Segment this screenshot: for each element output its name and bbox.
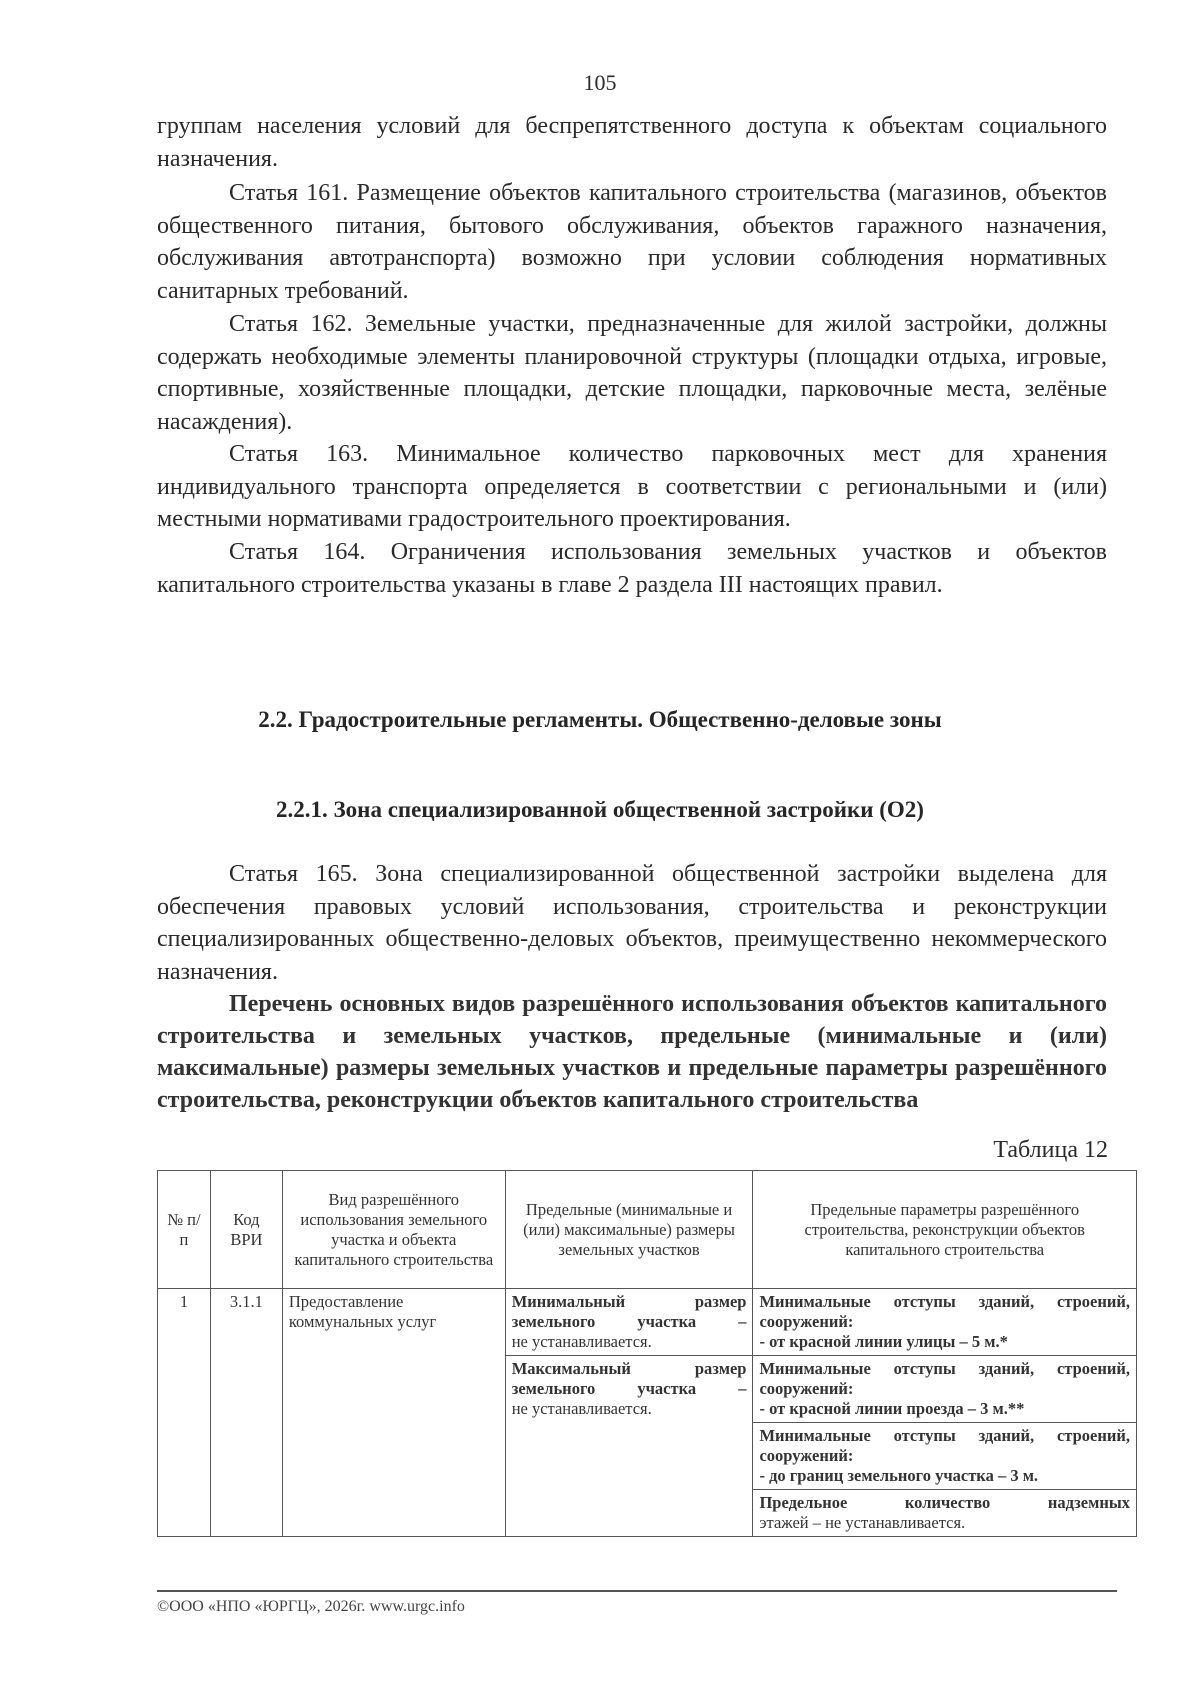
size-max-value: не устанавливается.	[511, 1399, 652, 1418]
header-params: Предельные параметры разрешённого строительства, реконструкции объектов капитального строительства	[753, 1171, 1137, 1289]
table-caption: Таблица 12	[993, 1137, 1108, 1163]
row-kind: Предоставление коммунальных услуг	[282, 1289, 505, 1537]
param4-cell	[753, 1490, 1137, 1537]
row-num: 1	[158, 1289, 211, 1537]
param3-value: - до границ земельного участка – 3 м.	[759, 1466, 1039, 1485]
size-min-value: не устанавливается.	[511, 1332, 652, 1351]
header-kind: Вид разрешённого использования земельного участка и объекта капитального строительства	[282, 1171, 505, 1289]
header-num: № п/п	[158, 1171, 211, 1289]
article-164: Статья 164. Ограничения использования земельных участков и объектов капитального строительства указаны в главе 2 раздела III настоящих правил.	[157, 539, 1107, 598]
regulations-table	[157, 1170, 1137, 1537]
param1-title: Минимальные отступы зданий, строений, сооружений:	[759, 1292, 1130, 1331]
param1-cell	[753, 1289, 1137, 1356]
header-sizes: Предельные (минимальные и (или) максимальные) размеры земельных участков	[505, 1171, 753, 1289]
param2-cell	[753, 1356, 1137, 1423]
article-165: Статья 165. Зона специализированной общественной застройки выделена для обеспечения правовых условий использования, строительства и реконструкции специализированных общественно-деловых объектов, преимущественно некоммерческого назначения.	[157, 861, 1107, 985]
param4-value: этажей – не устанавливается.	[759, 1513, 966, 1532]
size-min-cell	[505, 1289, 753, 1356]
param3-title: Минимальные отступы зданий, строений, сооружений:	[759, 1426, 1130, 1465]
param4-title: Предельное количество надземных	[759, 1493, 1130, 1512]
header-code: Код ВРИ	[210, 1171, 282, 1289]
table-row	[158, 1289, 1137, 1356]
param2-value: - от красной линии проезда – 3 м.**	[759, 1399, 1025, 1418]
article-161: Статья 161. Размещение объектов капитального строительства (магазинов, объектов общественного питания, бытового обслуживания, объектов гаражного назначения, обслуживания автотранспорта) возможно при условии соблюдения нормативных санитарных требований.	[157, 180, 1107, 304]
article-162: Статья 162. Земельные участки, предназначенные для жилой застройки, должны содержать необходимые элементы планировочной структуры (площадки отдыха, игровые, спортивные, хозяйственные площадки, детские площадки, парковочные места, зелёные насаждения).	[157, 311, 1107, 435]
param3-cell	[753, 1423, 1137, 1490]
section-heading-2-2: 2.2. Градостроительные регламенты. Общественно-деловые зоны	[258, 707, 942, 732]
subsection-heading-2-2-1: 2.2.1. Зона специализированной общественной застройки (О2)	[276, 797, 924, 822]
footer-copyright: ©ООО «НПО «ЮРГЦ», 2026г. www.urgc.info	[157, 1598, 465, 1615]
param1-value: - от красной линии улицы – 5 м.*	[759, 1332, 1008, 1351]
footer-divider	[157, 1590, 1117, 1592]
size-min-title: Минимальный размер земельного участка –	[511, 1292, 747, 1331]
article-163: Статья 163. Минимальное количество парковочных мест для хранения индивидуального транспорта определяется в соответствии с региональными и (или) местными нормативами градостроительного проектирования.	[157, 441, 1107, 532]
table-header-row	[158, 1171, 1137, 1289]
table-title: Перечень основных видов разрешённого использования объектов капитального строительства и земельных участков, предельные (минимальные и (или) максимальные) размеры земельных участков и предельные параметры разрешённого строительства, реконструкции объектов капитального строительства	[157, 991, 1107, 1113]
row-code: 3.1.1	[210, 1289, 282, 1537]
size-max-title: Максимальный размер земельного участка –	[511, 1359, 747, 1398]
paragraph-continuation: группам населения условий для беспрепятственного доступа к объектам социального назначения.	[157, 113, 1107, 172]
param2-title: Минимальные отступы зданий, строений, сооружений:	[759, 1359, 1130, 1398]
size-max-cell	[505, 1356, 753, 1537]
page-number: 105	[583, 70, 617, 95]
